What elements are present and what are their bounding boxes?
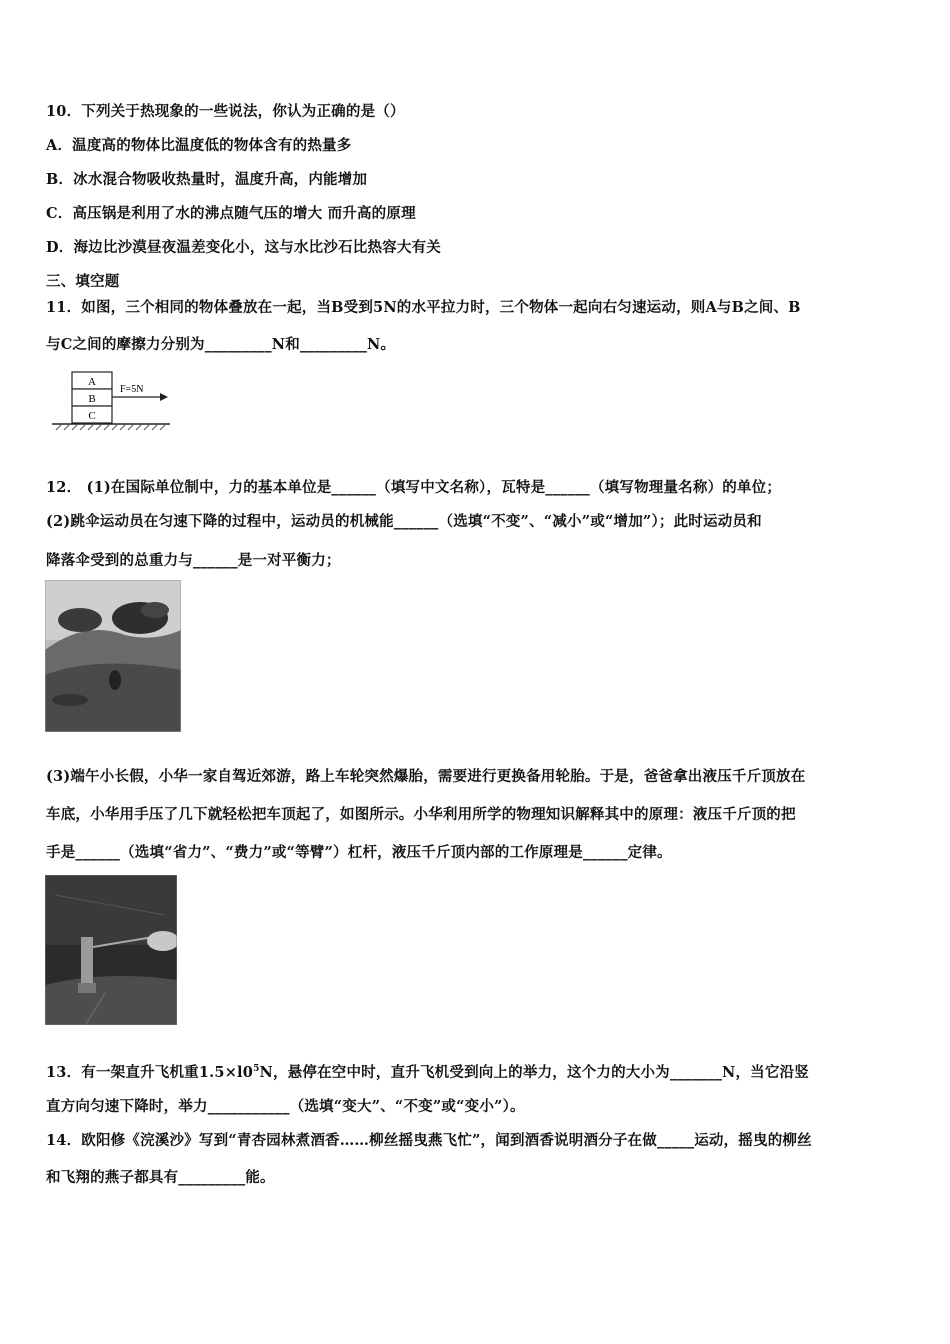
q13-line1 — [46, 1059, 809, 1083]
hydraulic-jack-photo — [45, 875, 177, 1025]
q11-line1: 11．如图，三个相同的物体叠放在一起，当B受到5N的水平拉力时，三个物体一起向右匀速运动，则A与B之间、B — [46, 299, 801, 316]
section-heading: 三、填空题 — [46, 273, 120, 290]
ground-hatch — [56, 424, 166, 430]
q11-line2: 与C之间的摩擦力分别为_________N和_________N。 — [46, 336, 396, 353]
q10-stem: 10．下列关于热现象的一些说法，你认为正确的是（） — [46, 103, 405, 120]
block-b-label: B — [88, 393, 96, 405]
q12-line5: 车底，小华用手压了几下就轻松把车顶起了，如图所示。小华利用所学的物理知识解释其中的原理：液压千斤顶的把 — [46, 806, 796, 823]
q12-line4: (3)端午小长假，小华一家自驾近郊游，路上车轮突然爆胎，需要进行更换备用轮胎。于是，爸爸拿出液压千斤顶放在 — [46, 768, 806, 785]
q10-option-d: D．海边比沙漠昼夜温差变化小，这与水比沙石比热容大有关 — [46, 239, 441, 256]
q12-line6: 手是______（选填“省力”、“费力”或“等臂”）杠杆，液压千斤顶内部的工作原理是______定律。 — [46, 844, 672, 861]
force-arrowhead — [160, 393, 168, 401]
q14-line2: 和飞翔的燕子都具有_________能。 — [46, 1169, 275, 1186]
q13-line2: 直方向匀速下降时，举力___________（选填“变大”、“不变”或“变小”）。 — [46, 1098, 525, 1115]
force-label: F=5N — [120, 384, 144, 395]
stacked-blocks-figure — [50, 368, 172, 436]
q13-line1-pre: 13．有一架直升飞机重1.5×l0 — [46, 1063, 254, 1081]
q14-line1: 14．欧阳修《浣溪沙》写到“青杏园林煮酒香……柳丝摇曳燕飞忙”，闻到酒香说明酒分子在做_____运动，摇曳的柳丝 — [46, 1132, 812, 1149]
block-a-label: A — [88, 376, 96, 388]
q10-option-a: A．温度高的物体比温度低的物体含有的热量多 — [46, 137, 352, 154]
block-c-label: C — [88, 410, 96, 422]
parachutist-photo — [45, 580, 181, 732]
q12-line1: 12． (1)在国际单位制中，力的基本单位是______（填写中文名称），瓦特是______（填写物理量名称）的单位； — [46, 479, 782, 496]
q12-line2: (2)跳伞运动员在匀速下降的过程中，运动员的机械能______（选填“不变”、“减小”或“增加”）；此时运动员和 — [46, 513, 762, 530]
q12-line3: 降落伞受到的总重力与______是一对平衡力； — [46, 552, 341, 569]
q10-option-c: C．高压锅是利用了水的沸点随气压的增大 而升高的原理 — [46, 205, 416, 222]
q13-line1-post: N，悬停在空中时，直升飞机受到向上的举力，这个力的大小为_______N，当它沿竖 — [259, 1063, 809, 1081]
q13-line1-sup: 5 — [253, 1064, 260, 1074]
q10-option-b: B．冰水混合物吸收热量时，温度升高，内能增加 — [46, 171, 368, 188]
